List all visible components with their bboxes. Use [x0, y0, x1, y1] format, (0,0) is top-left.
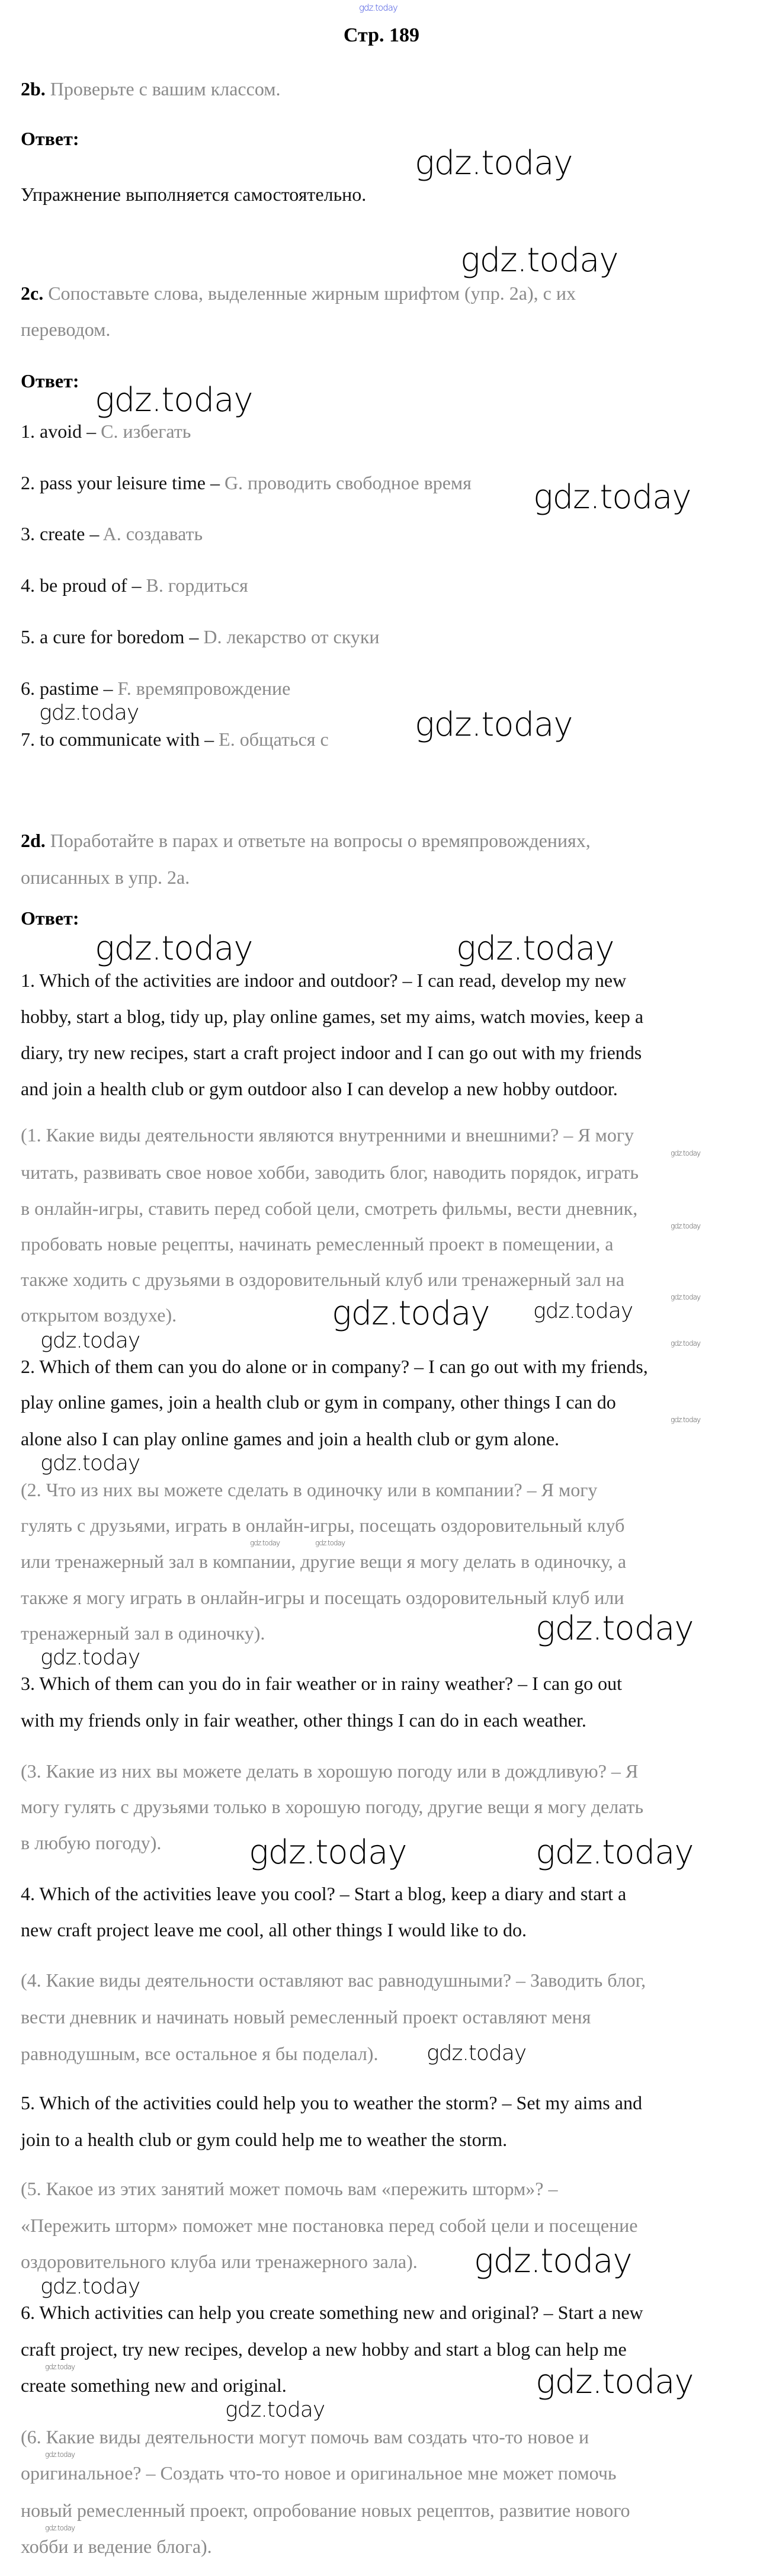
watermark-logo: gdz.today: [427, 2041, 527, 2065]
list-item: [21, 522, 203, 546]
english-term: 5. a cure for boredom –: [21, 626, 204, 647]
answer-english-line: join to a health club or gym could help me to weather the storm.: [21, 2129, 508, 2150]
watermark-logo: gdz.today: [39, 701, 139, 725]
list-item: [21, 625, 379, 649]
answer-english-line: new craft project leave me cool, all other things I would like to do.: [21, 1919, 527, 1940]
answer-english-line: play online games, join a health club or gym in company, other things I can do: [21, 1391, 616, 1413]
answer-english-line: with my friends only in fair weather, other things I can do in each weather.: [21, 1709, 586, 1731]
answer-label: Ответ:: [21, 128, 79, 149]
exercise-2d-task: [21, 829, 591, 852]
watermark-logo: gdz.today: [671, 1293, 701, 1301]
answer-russian-line: (5. Какое из этих занятий может помочь вам «пережить шторм»? –: [21, 2178, 558, 2199]
answer-russian-line: пробовать новые рецепты, начинать ремесленный проект в помещении, а: [21, 1233, 614, 1255]
answer-english-line: 2. Which of them can you do alone or in company? – I can go out with my friends,: [21, 1356, 648, 1377]
watermark-logo: gdz.today: [671, 1416, 701, 1424]
russian-translation: B. гордиться: [146, 575, 248, 596]
exercise-number: 2b.: [21, 78, 46, 100]
task-text: Поработайте в парах и ответьте на вопросы о времяпровождениях,: [45, 830, 591, 851]
watermark-logo: gdz.today: [45, 2524, 75, 2532]
watermark-logo: gdz.today: [40, 1329, 140, 1353]
answer-russian-line: вести дневник и начинать новый ремесленный проект оставляют меня: [21, 2006, 591, 2028]
watermark-logo: gdz.today: [332, 1294, 490, 1333]
watermark-logo: gdz.today: [359, 2, 397, 13]
watermark-logo: gdz.today: [533, 478, 691, 517]
russian-translation: C. избегать: [101, 421, 191, 442]
watermark-logo: gdz.today: [533, 1299, 633, 1323]
english-term: 7. to communicate with –: [21, 729, 219, 750]
answer-russian-line: (1. Какие виды деятельности являются внутренними и внешними? – Я могу: [21, 1124, 634, 1146]
answer-english-line: diary, try new recipes, start a craft project indoor and I can go out with my friends: [21, 1042, 642, 1063]
task-text: переводом.: [21, 319, 111, 340]
watermark-logo: gdz.today: [315, 1539, 345, 1547]
russian-translation: D. лекарство от скуки: [203, 626, 380, 647]
watermark-logo: gdz.today: [40, 2275, 140, 2299]
watermark-logo: gdz.today: [250, 1539, 280, 1547]
answer-russian-line: открытом воздухе).: [21, 1304, 177, 1326]
answer-label: Ответ:: [21, 907, 79, 929]
watermark-logo: gdz.today: [456, 929, 614, 968]
answer-russian-line: также я могу играть в онлайн-игры и посещать оздоровительный клуб или: [21, 1587, 624, 1608]
task-text: описанных в упр. 2а.: [21, 867, 190, 888]
answer-russian-line: читать, развивать свое новое хобби, заводить блог, наводить порядок, играть: [21, 1162, 639, 1183]
watermark-logo: gdz.today: [536, 1609, 694, 1648]
watermark-logo: gdz.today: [460, 241, 618, 280]
english-term: 6. pastime –: [21, 678, 118, 699]
answer-english-line: 1. Which of the activities are indoor and outdoor? – I can read, develop my new: [21, 970, 627, 991]
list-item: [21, 419, 191, 443]
watermark-logo: gdz.today: [45, 2363, 75, 2371]
watermark-logo: gdz.today: [415, 705, 573, 744]
english-term: 3. create –: [21, 523, 103, 544]
watermark-logo: gdz.today: [671, 1222, 701, 1230]
answer-russian-line: равнодушным, все остальное я бы поделал).: [21, 2043, 379, 2064]
answer-english-line: create something new and original.: [21, 2375, 287, 2396]
answer-russian-line: (6. Какие виды деятельности могут помочь вам создать что-то новое и: [21, 2426, 589, 2447]
watermark-logo: gdz.today: [536, 1833, 694, 1872]
answer-russian-line: могу гулять с друзьями только в хорошую погоду, другие вещи я могу делать: [21, 1796, 644, 1817]
russian-translation: F. времяпровождение: [117, 678, 291, 699]
answer-russian-line: (4. Какие виды деятельности оставляют вас равнодушными? – Заводить блог,: [21, 1969, 646, 1991]
answer-english-line: hobby, start a blog, tidy up, play online games, set my aims, watch movies, keep a: [21, 1006, 644, 1027]
watermark-logo: gdz.today: [474, 2242, 632, 2280]
answer-russian-line: (3. Какие из них вы можете делать в хорошую погоду или в дождливую? – Я: [21, 1760, 639, 1782]
english-term: 4. be proud of –: [21, 575, 146, 596]
task-text: Проверьте с вашим классом.: [45, 78, 281, 100]
answer-english-line: 4. Which of the activities leave you cool? – Start a blog, keep a diary and start a: [21, 1883, 627, 1904]
english-term: 2. pass your leisure time –: [21, 472, 225, 493]
answer-russian-line: оздоровительного клуба или тренажерного зала).: [21, 2251, 418, 2272]
answer-english-line: craft project, try new recipes, develop a new hobby and start a blog can help me: [21, 2338, 627, 2360]
answer-russian-line: в онлайн-игры, ставить перед собой цели, смотреть фильмы, вести дневник,: [21, 1198, 638, 1219]
task-text: Сопоставьте слова, выделенные жирным шрифтом (упр. 2а), с их: [43, 283, 576, 304]
answer-russian-line: или тренажерный зал в компании, другие вещи я могу делать в одиночку, а: [21, 1551, 627, 1572]
answer-english-line: alone also I can play online games and join a health club or gym alone.: [21, 1428, 560, 1449]
answer-russian-line: (2. Что из них вы можете сделать в одиночку или в компании? – Я могу: [21, 1479, 598, 1500]
answer-english-line: 5. Which of the activities could help you to weather the storm? – Set my aims and: [21, 2092, 642, 2113]
answer-text: Упражнение выполняется самостоятельно.: [21, 184, 367, 205]
watermark-logo: gdz.today: [40, 1645, 140, 1670]
answer-english-line: and join a health club or gym outdoor also I can develop a new hobby outdoor.: [21, 1078, 618, 1099]
answer-russian-line: оригинальное? – Создать что-то новое и оригинальное мне может помочь: [21, 2462, 617, 2484]
answer-russian-line: хобби и ведение блога).: [21, 2536, 212, 2557]
answer-english-line: 3. Which of them can you do in fair weather or in rainy weather? – I can go out: [21, 1673, 623, 1694]
watermark-logo: gdz.today: [415, 144, 573, 182]
watermark-logo: gdz.today: [95, 381, 253, 419]
watermark-logo: gdz.today: [536, 2363, 694, 2401]
list-item: [21, 573, 248, 597]
page-title: Стр. 189: [343, 24, 420, 46]
russian-translation: G. проводить свободное время: [224, 472, 472, 493]
answer-russian-line: также ходить с друзьями в оздоровительный клуб или тренажерный зал на: [21, 1269, 624, 1290]
answer-label: Ответ:: [21, 370, 79, 392]
exercise-number: 2c.: [21, 283, 44, 304]
answer-russian-line: «Пережить шторм» поможет мне постановка перед собой цели и посещение: [21, 2215, 638, 2236]
watermark-logo: gdz.today: [671, 1149, 701, 1157]
list-item: [21, 727, 329, 751]
list-item: [21, 676, 290, 700]
russian-translation: A. создавать: [102, 523, 203, 544]
watermark-logo: gdz.today: [40, 1451, 140, 1475]
answer-russian-line: в любую погоду).: [21, 1832, 162, 1853]
watermark-logo: gdz.today: [671, 1339, 701, 1348]
watermark-logo: gdz.today: [45, 2450, 75, 2459]
russian-translation: E. общаться с: [219, 729, 329, 750]
exercise-2c-task: [21, 281, 576, 305]
exercise-number: 2d.: [21, 830, 46, 851]
english-term: 1. avoid –: [21, 421, 101, 442]
answer-english-line: 6. Which activities can help you create something new and original? – Start a new: [21, 2302, 643, 2323]
answer-russian-line: новый ремесленный проект, опробование новых рецептов, развитие нового: [21, 2500, 630, 2521]
answer-russian-line: тренажерный зал в одиночку).: [21, 1622, 265, 1644]
watermark-logo: gdz.today: [225, 2398, 325, 2422]
watermark-logo: gdz.today: [249, 1833, 407, 1872]
watermark-logo: gdz.today: [95, 929, 253, 968]
list-item: [21, 471, 472, 495]
exercise-2b-task: [21, 77, 280, 101]
answer-russian-line: гулять с друзьями, играть в онлайн-игры, посещать оздоровительный клуб: [21, 1515, 625, 1536]
